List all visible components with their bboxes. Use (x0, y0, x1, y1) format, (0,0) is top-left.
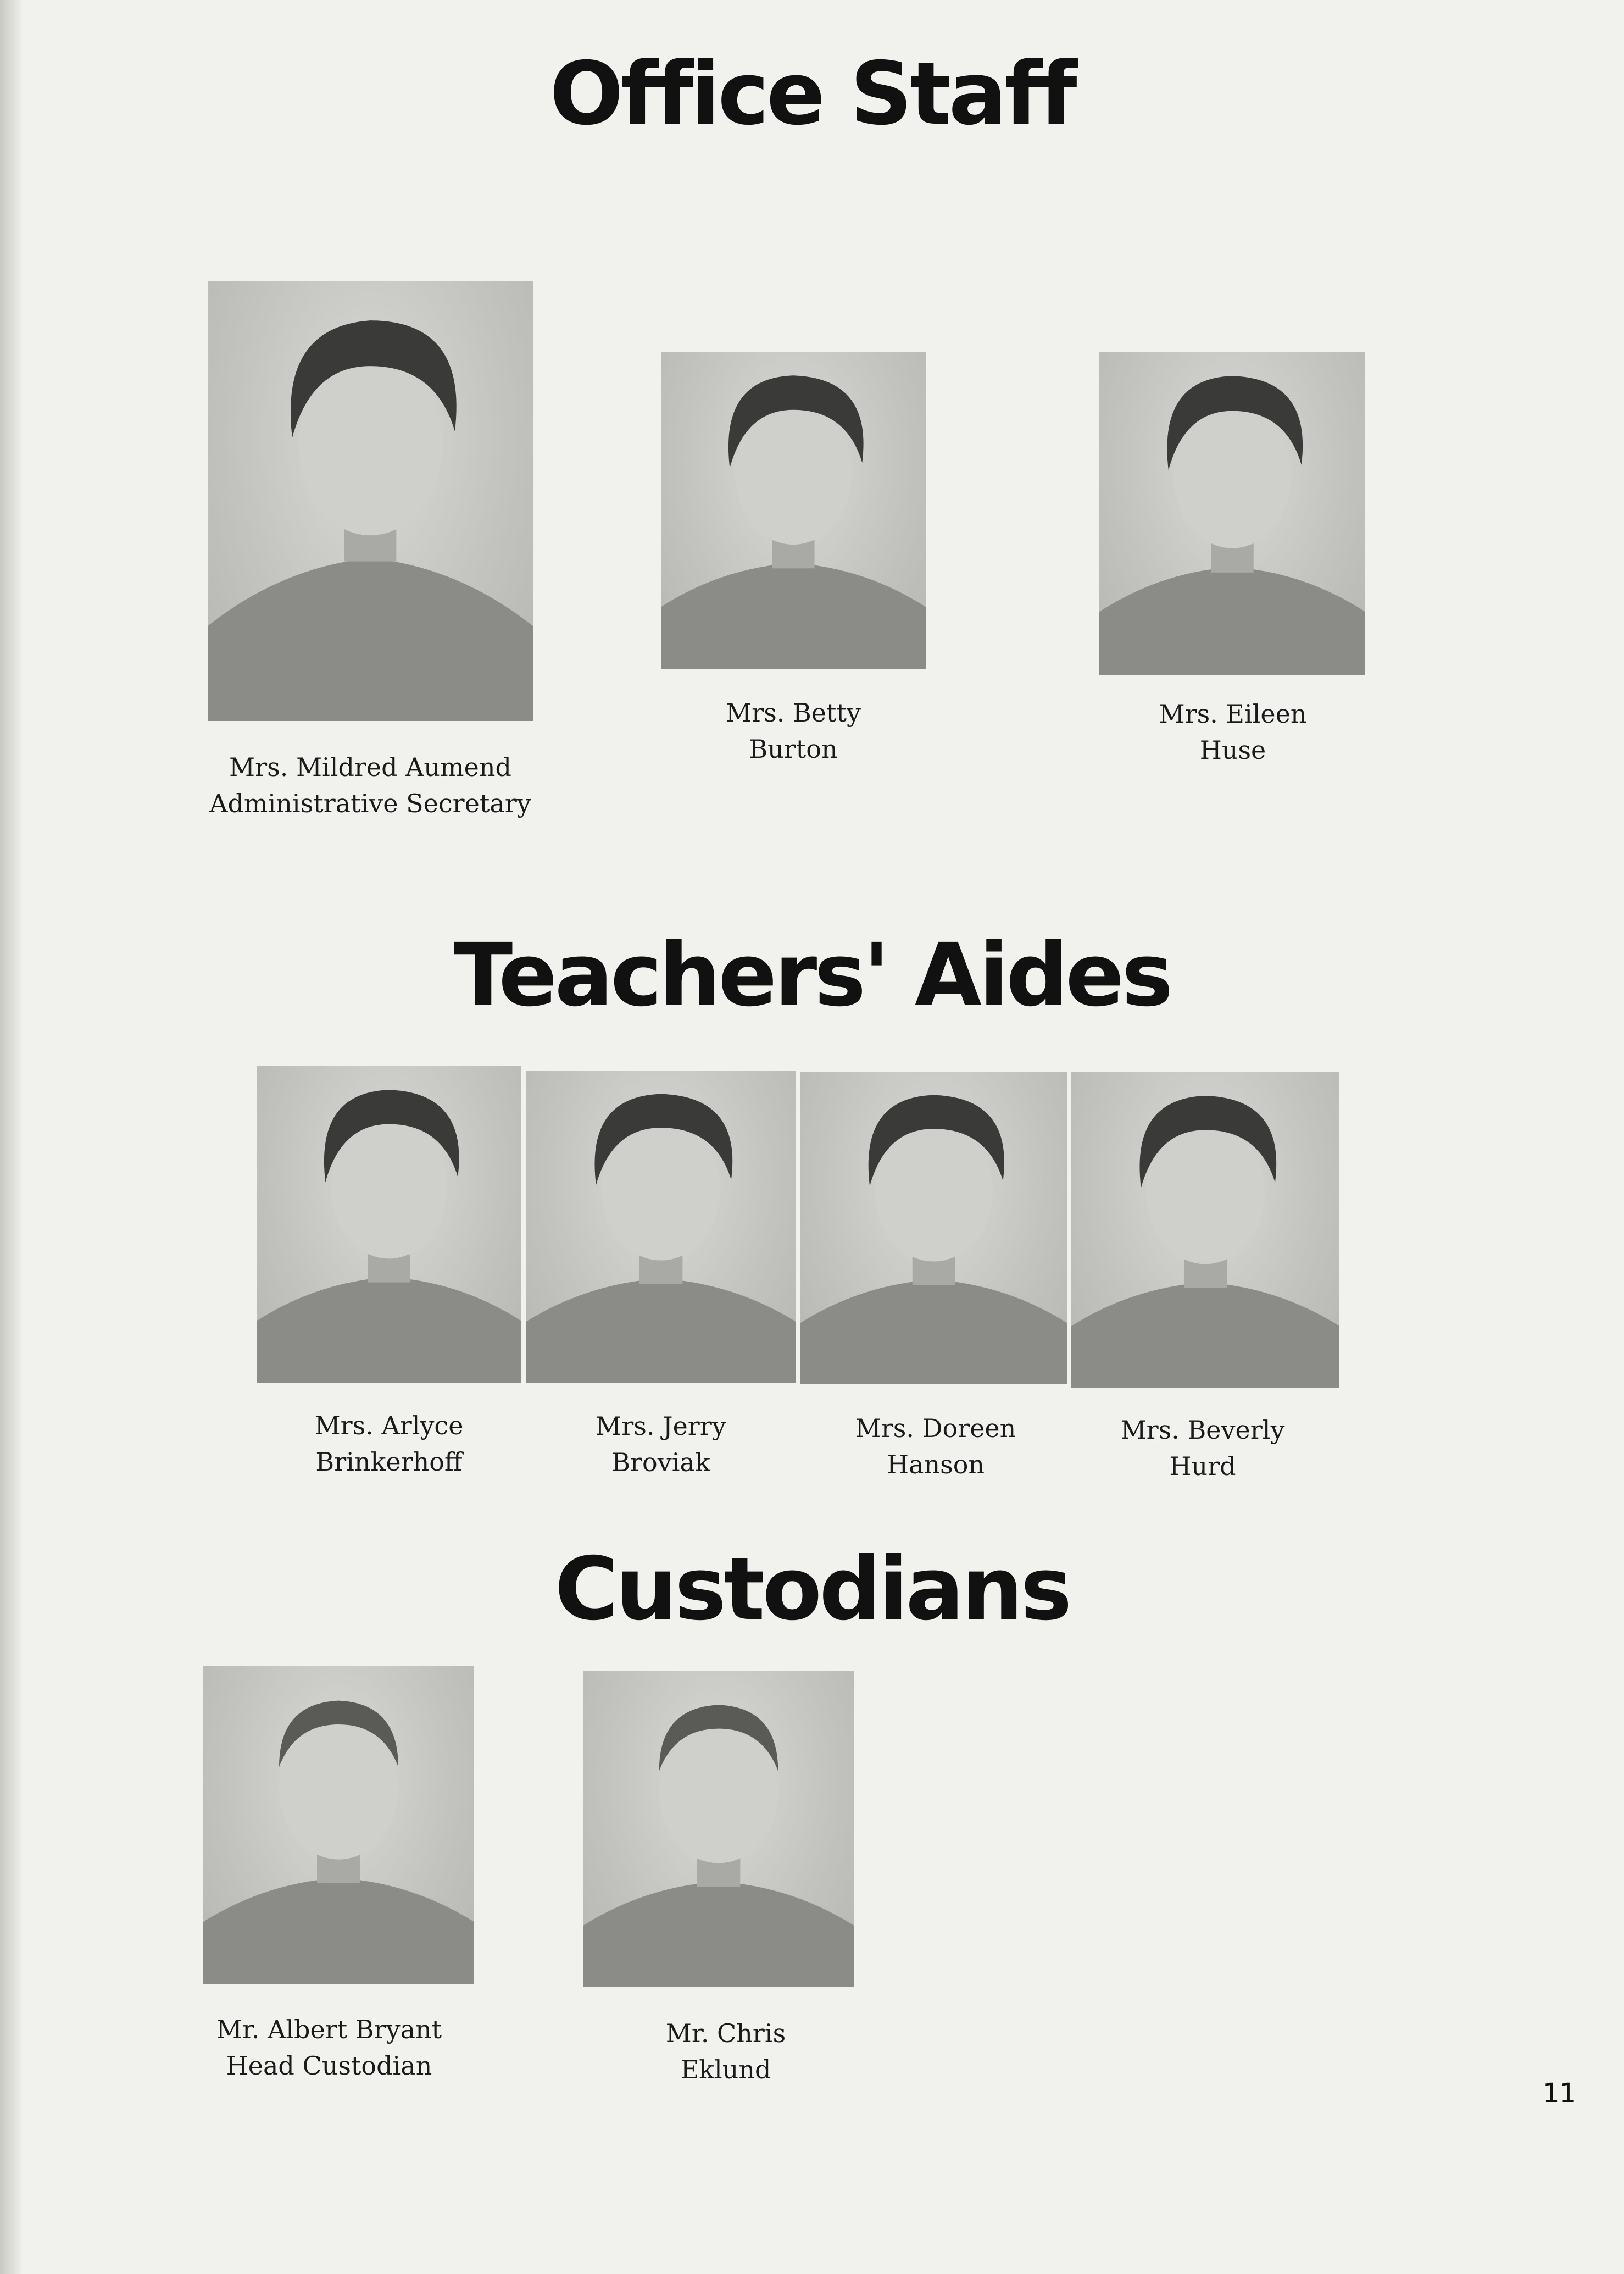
caption-name: Mrs. Beverly (1120, 1415, 1285, 1445)
caption-name: Mrs. Arlyce (314, 1411, 464, 1440)
portrait-photo-eklund (583, 1671, 854, 1987)
caption-name: Mrs. Doreen (855, 1413, 1016, 1443)
page-gutter (0, 0, 21, 2274)
caption-name: Mr. Chris (665, 2018, 786, 2048)
caption-bryant (175, 2011, 483, 2084)
portrait-photo-hurd (1071, 1072, 1339, 1388)
portrait-photo-huse (1099, 352, 1365, 675)
caption-aumend (186, 749, 555, 822)
caption-surname: Broviak (611, 1447, 710, 1477)
teachers-aides-heading: Teachers' Aides (453, 925, 1171, 1026)
caption-name: Mr. Albert Bryant (216, 2015, 442, 2044)
caption-surname: Huse (1199, 735, 1266, 765)
caption-name: Mrs. Mildred Aumend (229, 752, 511, 782)
caption-title: Head Custodian (226, 2051, 432, 2081)
portrait-photo-broviak (526, 1071, 796, 1383)
caption-broviak (512, 1408, 810, 1480)
caption-surname: Eklund (680, 2055, 771, 2084)
caption-title: Administrative Secretary (209, 789, 531, 818)
portrait-photo-bryant (203, 1666, 474, 1984)
caption-hanson (787, 1410, 1084, 1483)
caption-name: Mrs. Eileen (1159, 699, 1307, 729)
portrait-photo-aumend (208, 281, 533, 721)
caption-surname: Hurd (1169, 1451, 1236, 1481)
office-staff-heading: Office Staff (549, 43, 1075, 145)
page-number: 11 (1543, 2078, 1577, 2109)
caption-huse (1084, 696, 1382, 768)
caption-brinkerhoff (240, 1407, 538, 1480)
portrait-photo-hanson (800, 1072, 1067, 1384)
caption-surname: Burton (749, 734, 838, 764)
caption-hurd (1054, 1412, 1352, 1484)
caption-burton (644, 695, 942, 767)
custodians-heading: Custodians (554, 1539, 1070, 1640)
caption-surname: Brinkerhoff (315, 1447, 463, 1477)
caption-eklund (577, 2015, 875, 2088)
portrait-photo-brinkerhoff (257, 1066, 521, 1383)
caption-surname: Hanson (886, 1450, 985, 1479)
caption-name: Mrs. Betty (726, 698, 861, 728)
caption-name: Mrs. Jerry (596, 1411, 726, 1441)
portrait-photo-burton (661, 352, 926, 669)
